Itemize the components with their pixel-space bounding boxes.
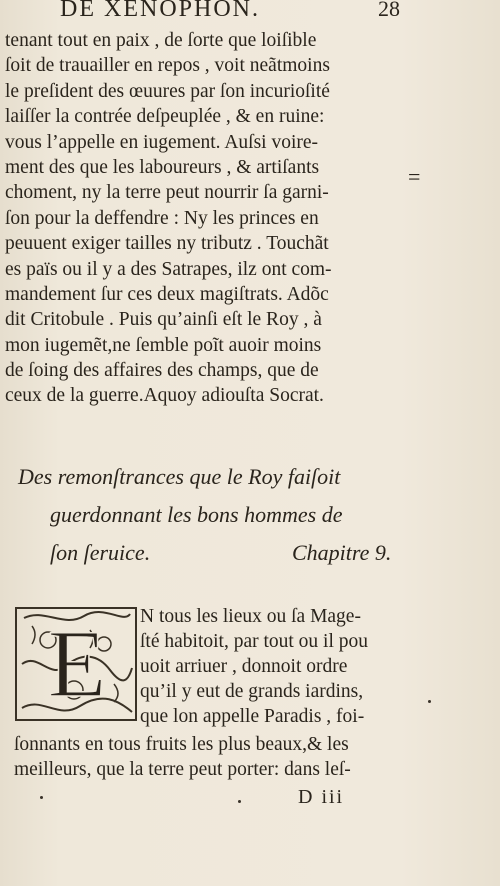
paragraph-continuation (14, 732, 424, 783)
paragraph-opening (140, 604, 430, 729)
decorated-initial (14, 604, 140, 724)
chapter-heading-line: Des remonſtrances que le Roy faiſoit (18, 464, 341, 489)
text-line: ſonnants en tous fruits les plus beaux,& les (14, 734, 349, 755)
ink-speck (40, 796, 43, 799)
text-line: vous l’appelle en iugement. Auſsi voire- (5, 131, 319, 153)
running-title: DE XENOPHON. (60, 0, 260, 22)
text-line: que lon appelle Paradis , foi- (140, 706, 365, 727)
text-line: mandement ſur ces deux magiſtrats. Adõc (5, 283, 329, 305)
text-line: peuuent exiger tailles ny tributz . Touchãt (5, 233, 329, 255)
text-line: meilleurs, que la terre peut porter: dans leſ- (14, 759, 351, 781)
text-line: ſon pour la deffendre : Ny les princes en (5, 207, 319, 229)
text-line: laiſſer la contrée deſpeuplée , & en ruine: (5, 106, 325, 128)
text-line: choment, ny la terre peut nourrir ſa garni- (5, 182, 329, 204)
signature-mark: D iii (298, 786, 345, 808)
text-line: dit Critobule . Puis qu’ainſi eſt le Roy , à (5, 309, 322, 331)
text-line: ſté habitoit, par tout ou il pou (140, 631, 369, 652)
text-line: mon iugemẽt,ne ſemble poĩt auoir moins (5, 334, 322, 356)
text-line: de ſoing des affaires des champs, que de (5, 360, 319, 382)
text-line: ſoit de trauailler en repos , voit neãtmoins (5, 55, 330, 77)
text-line: uoit arriuer , donnoit ordre (140, 656, 348, 677)
chapter-number: Chapitre 9. (292, 540, 392, 565)
text-line: N tous les lieux ou ſa Mage- (140, 606, 361, 627)
margin-mark: = (408, 164, 421, 189)
page-number: 28 (378, 0, 400, 21)
initial-letter: E (47, 610, 107, 717)
ornament-initial-icon (14, 604, 140, 724)
text-line: es païs ou il y a des Satrapes, ilz ont com- (5, 258, 332, 280)
text-line: le preſident des œuures par ſon incurioſité (5, 80, 330, 102)
page-header (60, 0, 400, 22)
chapter-heading-line: ſon ſeruice. (50, 540, 151, 565)
text-line: ment des que les laboureurs , & artiſants (5, 156, 320, 178)
ink-speck (428, 700, 431, 703)
text-line: ceux de la guerre.Aquoy adiouſta Socrat. (5, 385, 324, 407)
ink-speck (238, 800, 241, 803)
chapter-heading-line: guerdonnant les bons hommes de (50, 502, 343, 527)
body-text (5, 28, 405, 409)
text-line: qu’il y eut de grands iardins, (140, 681, 364, 702)
text-line: tenant tout en paix , de ſorte que loiſible (5, 30, 317, 51)
